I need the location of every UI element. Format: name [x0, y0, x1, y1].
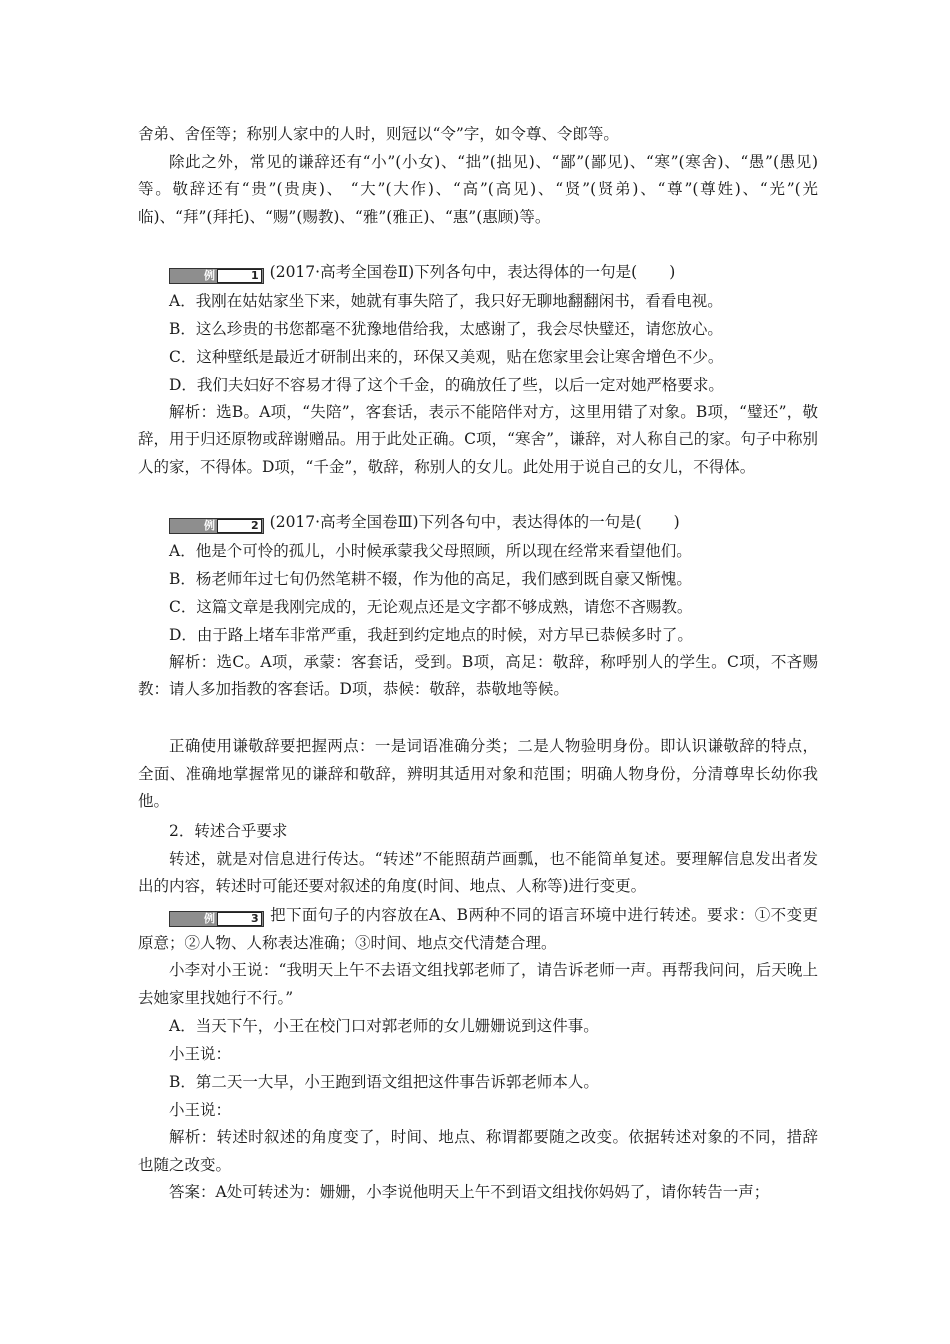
example-1-question: 例 1 (2017·高考全国卷Ⅱ)下列各句中，表达得体的一句是( ) [138, 259, 818, 287]
example-1-analysis: 解析：选B。A项，“失陪”，客套话，表示不能陪伴对方，这里用错了对象。B项，“璧还”，敬辞，用于归还原物或辞谢赠品。用于此处正确。C项，“寒舍”，谦辞，对人称自己的家。句子中称别人的家，不得体。D项，“千金”，敬辞，称别人的女儿。此处用于说自己的女儿，不得体。 [138, 402, 818, 476]
example-2-question: 例 2 (2017·高考全国卷Ⅲ)下列各句中，表达得体的一句是( ) [138, 509, 818, 537]
example-3-question: 例 3 把下面句子的内容放在A、B两种不同的语言环境中进行转述。要求：①不变更原意；②人物、人称表达准确；③时间、地点交代清楚合理。 [138, 906, 818, 952]
example-3-said-a: 小王说： [169, 1045, 232, 1063]
intro-section [138, 121, 818, 231]
example-3-quote: 小李对小王说：“我明天上午不去语文组找郭老师了，请告诉老师一声。再帮我问问，后天晚上去她家里找她行不行。” [138, 961, 818, 1007]
example-2-option-b: B．杨老师年过七旬仍然笔耕不辍，作为他的高足，我们感到既自豪又惭愧。 [169, 569, 692, 588]
example-1-option-d: D．我们夫妇好不容易才得了这个千金，的确放任了些，以后一定对她严格要求。 [169, 375, 724, 394]
example-3-scenario-a: A．当天下午，小王在校门口对郭老师的女儿姗姗说到这件事。 [169, 1017, 599, 1035]
example-2-analysis: 解析：选C。A项，承蒙：客套话，受到。B项，高足：敬辞，称呼别人的学生。C项，不吝赐教：请人多加指教的客套话。D项，恭候：敬辞，恭敬地等候。 [138, 652, 818, 698]
example-2-option-c: C．这篇文章是我刚完成的，无论观点还是文字都不够成熟，请您不吝赐教。 [169, 597, 693, 616]
example-3-analysis: 解析：转述时叙述的角度变了，时间、地点、称谓都要随之改变。依据转述对象的不同，措辞也随之改变。 [138, 1128, 818, 1174]
example-2-badge: 例 2 [169, 518, 264, 534]
example-2 [138, 509, 818, 704]
example-3-said-b: 小王说： [169, 1101, 232, 1119]
summary-section [138, 733, 818, 816]
example-1-option-a: A．我刚在姑姑家坐下来，她就有事失陪了，我只好无聊地翻翻闲书，看看电视。 [169, 291, 723, 310]
example-3-scenario-b: B．第二天一大早，小王跑到语文组把这件事告诉郭老师本人。 [169, 1073, 599, 1091]
example-3-answer: 答案：A处可转述为：姗姗，小李说他明天上午不到语文组找你妈妈了，请你转告一声； [169, 1183, 770, 1201]
intro-paragraph-1: 舍弟、舍侄等；称别人家中的人时，则冠以“令”字，如令尊、令郎等。 [138, 125, 619, 143]
example-1 [138, 259, 818, 481]
summary-paragraph: 正确使用谦敬辞要把握两点：一是词语准确分类；二是人物验明身份。即认识谦敬辞的特点，全面、准确地掌握常见的谦辞和敬辞，辨明其适用对象和范围；明确人物身份，分清尊卑长幼你我他。 [138, 737, 818, 810]
example-3-badge: 例 3 [169, 911, 264, 927]
section-2-body: 转述，就是对信息进行传达。“转述”不能照葫芦画瓢，也不能简单复述。要理解信息发出者发出的内容，转述时可能还要对叙述的角度(时间、地点、人称等)进行变更。 [138, 849, 818, 895]
example-2-option-a: A．他是个可怜的孤儿，小时候承蒙我父母照顾，所以现在经常来看望他们。 [169, 541, 692, 560]
example-3 [138, 902, 818, 1207]
section-2 [138, 818, 818, 901]
example-2-option-d: D．由于路上堵车非常严重，我赶到约定地点的时候，对方早已恭候多时了。 [169, 625, 693, 644]
example-1-option-c: C．这种壁纸是最近才研制出来的，环保又美观，贴在您家里会让寒舍增色不少。 [169, 347, 724, 366]
section-2-heading: 2．转述合乎要求 [169, 822, 288, 840]
intro-paragraph-2: 除此之外，常见的谦辞还有“小”(小女)、“拙”(拙见)、“鄙”(鄙见)、“寒”(寒舍)、“愚”(愚见)等。敬辞还有“贵”(贵庚)、 “大”(大作)、“高”(高见)、“贤”(贤弟)、“尊”(尊姓)、“光”(光临)、“拜”(拜托)、“赐”(赐教)、“雅”(雅正)、“惠”(惠顾)等。 [138, 152, 818, 226]
example-1-badge: 例 1 [169, 268, 264, 284]
example-1-option-b: B．这么珍贵的书您都毫不犹豫地借给我，太感谢了，我会尽快璧还，请您放心。 [169, 319, 723, 338]
